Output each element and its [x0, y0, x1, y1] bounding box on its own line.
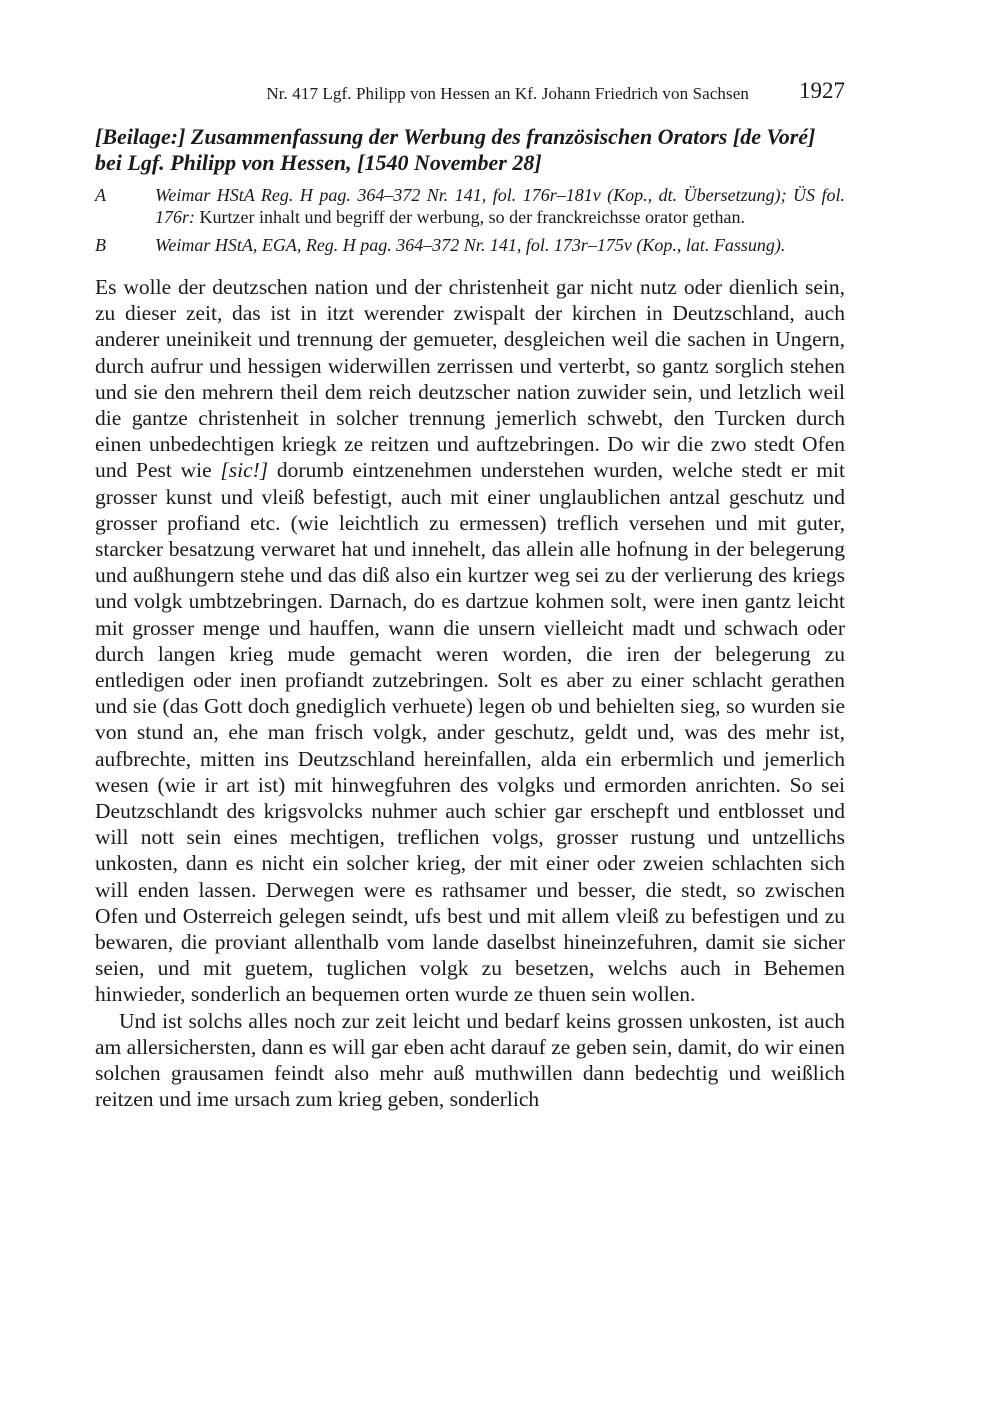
- document-title: [95, 124, 845, 176]
- source-reference: Weimar HStA Reg. H pag. 364–372 Nr. 141, fol. 176r–181v (Kop., dt. Übersetzung); ÜS fol. 176r:: [155, 185, 845, 227]
- paragraph-text: Es wolle der deutzschen nation und der christenheit gar nicht nutz oder dienlich sein, zu dieser zeit, das ist in itzt werender zwispalt der kirchen in Deutzschland, auch anderer uneinikeit und trennung der gemueter, desgleichen weil die sachen in Ungern, durch aufrur und hessigen widerwillen zerrissen und verterbt, so gantz sorglich stehen und sie den mehrern theil dem reich deutzscher nation zuwider sein, und letzlich weil die gantze christenheit in solcher trennung jemerlich schwebt, den Turcken durch einen unbedechtigen kriegk ze reitzen und auftzebringen. Do wir die zwo stedt Ofen und Pest wie: [95, 275, 845, 483]
- page-number: 1927: [799, 78, 845, 103]
- source-siglum: B: [95, 235, 106, 255]
- source-entry-b: [95, 234, 845, 256]
- document-page: [95, 78, 845, 1113]
- source-description: [155, 184, 845, 228]
- source-quote: Kurtzer inhalt und begriff der werbung, so der franckreichsse orator gethan.: [195, 207, 745, 227]
- body-paragraph-1: [95, 274, 845, 1008]
- source-description: [155, 234, 845, 256]
- source-reference: Weimar HStA, EGA, Reg. H pag. 364–372 Nr. 141, fol. 173r–175v (Kop., lat. Fassung).: [155, 235, 786, 255]
- source-siglum: A: [95, 185, 106, 205]
- document-body: [95, 274, 845, 1113]
- body-paragraph-2: Und ist solchs alles noch zur zeit leicht und bedarf keins grossen unkosten, ist auch am allersichersten, dann es will gar eben acht darauf ze geben sein, damit, do wir einen solchen grausamen feindt also mehr auß muthwillen dann bedechtig und weißlich reitzen und ime ursach zum krieg geben, sonderlich: [95, 1008, 845, 1112]
- paragraph-text: dorumb eintzenehmen understehen wurden, welche stedt er mit grosser kunst und vleiß befestigt, auch mit einer unglaublichen antzal geschutz und grosser profiand etc. (wie leichtlich zu ermessen) treflich versehen und mit guter, starcker besatzung verwaret hat und innehelt, das allein alle hofnung in der belegerung und außhungern stehe und das diß also ein kurtzer weg sei zu der verlierung des kriegs und volgk umbtzebringen. Darnach, do es dartzue kohmen solt, were inen gantz leicht mit grosser menge und hauffen, wann die unsern vielleicht madt und schwach oder durch langen krieg mude gemacht weren worden, die iren der belegerung zu entledigen oder inen profiandt zutzebringen. Solt es aber zu einer schlacht gerathen und sie (das Gott doch gnediglich verhuete) legen ob und behielten sieg, so wurden sie von stund an, ehe man frisch volgk, ander geschutz, geldt und, was des mehr ist, aufbrechte, mitten ins Deutzschland hereinfallen, alda ein erbermlich und jemerlich wesen (wie ir art ist) mit hinwegfuhren des volgks und ermorden anrichten. So sei Deutzschlandt des krigsvolcks nuhmer auch schier gar erschepft und entblosset und will nott sein eines mechtigen, treflichen volgs, grosser rustung und untzellichs unkosten, dann es nicht ein solcher krieg, der mit einer oder zweien schlachten sich will enden lassen. Derwegen were es rathsamer und besser, die stedt, so zwischen Ofen und Osterreich gelegen seindt, ufs best und mit allem vleiß zu befestigen und zu bewaren, die proviant allenthalb vom lande daselbst hineinzefuhren, damit sie sicher seien, und mit guetem, tuglichen volgk zu besetzen, welchs auch in Behemen hinwieder, sonderlich an bequemen orten wurde ze thuen sein wollen.: [95, 458, 845, 1007]
- running-head-text: Nr. 417 Lgf. Philipp von Hessen an Kf. Johann Friedrich von Sachsen: [266, 84, 749, 103]
- source-entry-a: [95, 184, 845, 228]
- title-line-2: bei Lgf. Philipp von Hessen, [1540 November 28]: [95, 150, 542, 175]
- title-line-1: [Beilage:] Zusammenfassung der Werbung des französischen Orators [de Voré]: [95, 124, 816, 149]
- editorial-sic-note: [sic!]: [220, 458, 269, 483]
- source-list: [95, 184, 845, 256]
- running-head: [95, 78, 845, 114]
